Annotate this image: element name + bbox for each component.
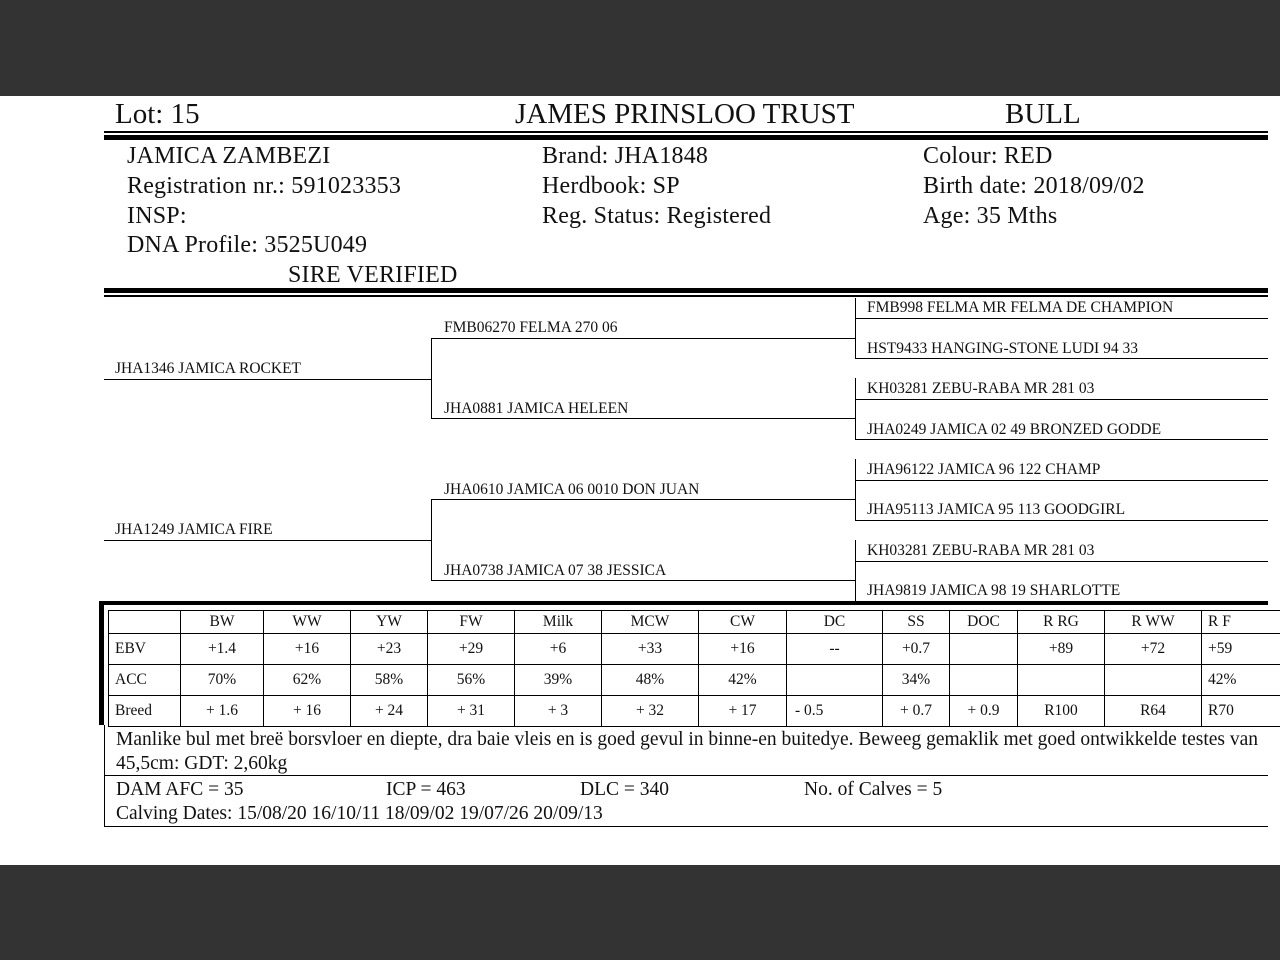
info-rule-thin bbox=[104, 295, 1268, 297]
dam-calves: No. of Calves = 5 bbox=[804, 779, 943, 800]
breed-cell: + 31 bbox=[428, 696, 515, 727]
breed-cell: R64 bbox=[1105, 696, 1202, 727]
acc-cell: 39% bbox=[515, 665, 602, 696]
ebv-cell: +29 bbox=[428, 634, 515, 665]
pedigree-dam: JHA1249 JAMICA FIRE bbox=[115, 521, 273, 538]
pedigree-sire: JHA1346 JAMICA ROCKET bbox=[115, 360, 302, 377]
acc-cell bbox=[787, 665, 883, 696]
insp-label: INSP: bbox=[127, 203, 187, 229]
ebv-cell: +72 bbox=[1105, 634, 1202, 665]
dam-afc: DAM AFC = 35 bbox=[116, 779, 244, 800]
pedigree-sire-dam: JHA0881 JAMICA HELEEN bbox=[444, 400, 629, 417]
pedigree-ggp-1: FMB998 FELMA MR FELMA DE CHAMPION bbox=[867, 299, 1174, 316]
colour: Colour: RED bbox=[923, 143, 1053, 169]
ggp-connector-3 bbox=[855, 459, 856, 521]
ebv-header-cell: BW bbox=[181, 611, 264, 634]
breed-cell: R70 bbox=[1202, 696, 1280, 727]
breed-cell: - 0.5 bbox=[787, 696, 883, 727]
lot-number: Lot: 15 bbox=[115, 98, 200, 130]
acc-row-label: ACC bbox=[109, 665, 181, 696]
ebv-cell: +6 bbox=[515, 634, 602, 665]
dam-dam-line bbox=[431, 580, 855, 581]
breed-cell: + 24 bbox=[351, 696, 428, 727]
bottom-dark-band bbox=[0, 865, 1280, 960]
breed-cell: + 17 bbox=[699, 696, 787, 727]
pedigree-dam-sire: JHA0610 JAMICA 06 0010 DON JUAN bbox=[444, 481, 700, 498]
acc-cell: 34% bbox=[883, 665, 950, 696]
dam-bottom-line bbox=[104, 826, 1268, 827]
ebv-header-cell: Milk bbox=[515, 611, 602, 634]
ebv-header-cell: MCW bbox=[602, 611, 699, 634]
acc-cell: 48% bbox=[602, 665, 699, 696]
ebv-header-cell: FW bbox=[428, 611, 515, 634]
breed-cell: + 3 bbox=[515, 696, 602, 727]
dam-line bbox=[104, 540, 431, 541]
ggp-line-1 bbox=[855, 318, 1268, 319]
breed-row bbox=[109, 696, 1280, 727]
lot-catalogue-page bbox=[0, 96, 1280, 865]
ggp-line-3 bbox=[855, 399, 1268, 400]
header-rule-thick bbox=[104, 135, 1268, 140]
ebv-row-label: EBV bbox=[109, 634, 181, 665]
ebv-cell: +89 bbox=[1018, 634, 1105, 665]
breed-cell: + 16 bbox=[264, 696, 351, 727]
pedigree-ggp-5: JHA96122 JAMICA 96 122 CHAMP bbox=[867, 461, 1101, 478]
breed-cell: + 0.7 bbox=[883, 696, 950, 727]
acc-cell: 70% bbox=[181, 665, 264, 696]
ebv-header-row bbox=[109, 611, 1280, 634]
ebv-header-cell: R F bbox=[1202, 611, 1280, 634]
ebv-header-cell: DOC bbox=[950, 611, 1018, 634]
breed-row-label: Breed bbox=[109, 696, 181, 727]
sire-line bbox=[104, 379, 431, 380]
pedigree-ggp-4: JHA0249 JAMICA 02 49 BRONZED GODDE bbox=[867, 421, 1162, 438]
ebv-header-cell: CW bbox=[699, 611, 787, 634]
pedigree-dam-dam: JHA0738 JAMICA 07 38 JESSICA bbox=[444, 562, 667, 579]
animal-description: Manlike bul met breë borsvloer en diepte, dra baie vleis en is goed gevul in binne-en buitedye. Beweeg gemaklik met goed ontwikkelde testes van 45,5cm: GDT: 2,60kg bbox=[116, 729, 1259, 774]
ebv-cell bbox=[950, 634, 1018, 665]
pedigree-ggp-2: HST9433 HANGING-STONE LUDI 94 33 bbox=[867, 340, 1138, 357]
dam-icp: ICP = 463 bbox=[386, 779, 466, 800]
sire-dam-line bbox=[431, 418, 855, 419]
header-rule-thin bbox=[104, 131, 1268, 133]
acc-cell: 56% bbox=[428, 665, 515, 696]
pedigree-sire-sire: FMB06270 FELMA 270 06 bbox=[444, 319, 618, 336]
ggp-line-4 bbox=[855, 439, 1268, 440]
seller-name: JAMES PRINSLOO TRUST bbox=[515, 98, 855, 130]
dam-connector bbox=[431, 499, 432, 581]
info-rule-thick bbox=[104, 288, 1268, 293]
registration-status: Reg. Status: Registered bbox=[542, 203, 772, 229]
acc-cell: 62% bbox=[264, 665, 351, 696]
ggp-connector-2 bbox=[855, 378, 856, 440]
acc-cell: 42% bbox=[1202, 665, 1280, 696]
dam-sire-line bbox=[431, 499, 855, 500]
breed-cell: + 0.9 bbox=[950, 696, 1018, 727]
ebv-cell: +1.4 bbox=[181, 634, 264, 665]
ebv-cell: +16 bbox=[699, 634, 787, 665]
ebv-header-cell: SS bbox=[883, 611, 950, 634]
ggp-connector-1 bbox=[855, 298, 856, 358]
ebv-header-cell: DC bbox=[787, 611, 883, 634]
sire-verified: SIRE VERIFIED bbox=[288, 262, 458, 288]
ebv-cell: +23 bbox=[351, 634, 428, 665]
ebv-row bbox=[109, 634, 1280, 665]
acc-cell: 58% bbox=[351, 665, 428, 696]
ggp-connector-4 bbox=[855, 540, 856, 602]
animal-name: JAMICA ZAMBEZI bbox=[127, 143, 331, 169]
ebv-header-cell bbox=[109, 611, 181, 634]
ggp-line-2 bbox=[855, 358, 1268, 359]
breed-cell: R100 bbox=[1018, 696, 1105, 727]
table-left-bar bbox=[99, 601, 104, 725]
top-dark-band bbox=[0, 0, 1280, 96]
birth-date: Birth date: 2018/09/02 bbox=[923, 173, 1145, 199]
ebv-cell: +16 bbox=[264, 634, 351, 665]
ebv-cell: -- bbox=[787, 634, 883, 665]
sire-sire-line bbox=[431, 338, 855, 339]
registration-number: Registration nr.: 591023353 bbox=[127, 173, 402, 199]
acc-cell: 42% bbox=[699, 665, 787, 696]
table-rule-thick bbox=[99, 601, 1268, 605]
ebv-cell: +0.7 bbox=[883, 634, 950, 665]
acc-cell bbox=[1105, 665, 1202, 696]
ebv-cell: +33 bbox=[602, 634, 699, 665]
pedigree-ggp-6: JHA95113 JAMICA 95 113 GOODGIRL bbox=[867, 501, 1126, 518]
dam-dlc: DLC = 340 bbox=[580, 779, 669, 800]
ebv-header-cell: WW bbox=[264, 611, 351, 634]
ebv-cell: +59 bbox=[1202, 634, 1280, 665]
age: Age: 35 Mths bbox=[923, 203, 1058, 229]
pedigree-ggp-3: KH03281 ZEBU-RABA MR 281 03 bbox=[867, 380, 1095, 397]
herdbook: Herdbook: SP bbox=[542, 173, 680, 199]
pedigree-ggp-7: KH03281 ZEBU-RABA MR 281 03 bbox=[867, 542, 1095, 559]
ebv-header-cell: R RG bbox=[1018, 611, 1105, 634]
breed-cell: + 1.6 bbox=[181, 696, 264, 727]
ebv-header-cell: YW bbox=[351, 611, 428, 634]
ggp-line-6 bbox=[855, 520, 1268, 521]
sire-connector bbox=[431, 338, 432, 419]
dna-profile: DNA Profile: 3525U049 bbox=[127, 232, 368, 258]
acc-cell bbox=[1018, 665, 1105, 696]
pedigree-ggp-8: JHA9819 JAMICA 98 19 SHARLOTTE bbox=[867, 582, 1121, 599]
acc-cell bbox=[950, 665, 1018, 696]
ebv-table bbox=[108, 610, 1280, 727]
breed-cell: + 32 bbox=[602, 696, 699, 727]
acc-row bbox=[109, 665, 1280, 696]
desc-bottom-line bbox=[104, 775, 1268, 776]
ggp-line-7 bbox=[855, 561, 1268, 562]
ggp-line-5 bbox=[855, 480, 1268, 481]
calving-dates: Calving Dates: 15/08/20 16/10/11 18/09/02 19/07/26 20/09/13 bbox=[116, 803, 603, 824]
brand: Brand: JHA1848 bbox=[542, 143, 709, 169]
ebv-header-cell: R WW bbox=[1105, 611, 1202, 634]
animal-sex: BULL bbox=[1005, 98, 1081, 130]
